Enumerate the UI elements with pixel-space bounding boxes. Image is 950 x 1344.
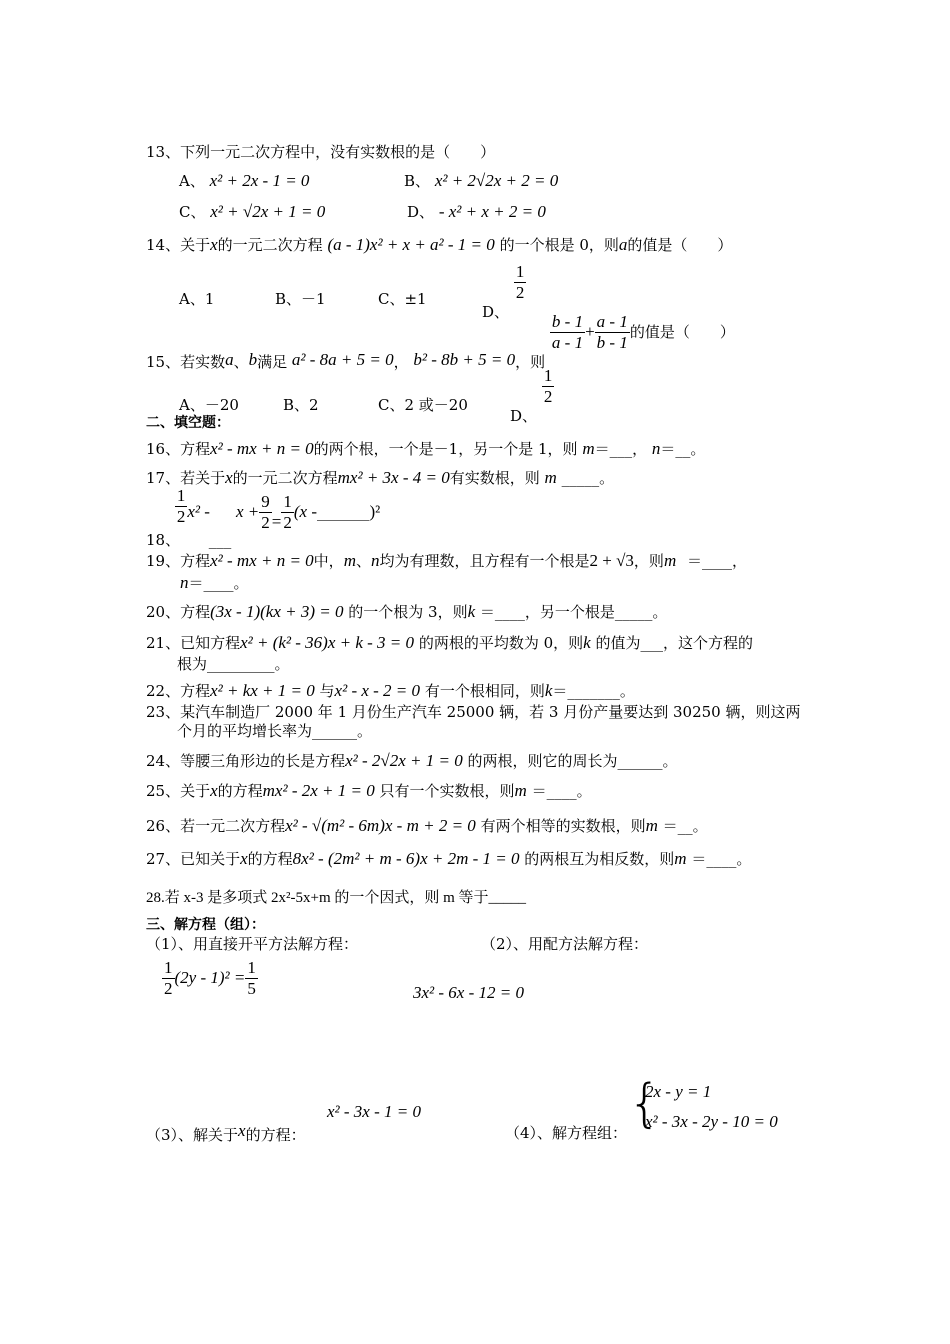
- section-3-heading: 三、解方程（组）：: [146, 917, 265, 933]
- q19-mid2: 均为有理数，且方程有一个根是: [379, 552, 590, 570]
- problem-1-label: （1）、用直接开平方法解方程：: [146, 935, 359, 953]
- q13-b-equation: x² + 2√2x + 2 = 0: [434, 171, 559, 190]
- q14-option-d: [482, 262, 526, 321]
- q15-post: 的值是（ ）: [629, 322, 735, 341]
- q15-fraction-1: [550, 312, 585, 354]
- q14-d-num: 1: [514, 262, 527, 283]
- q15-stem: [146, 312, 735, 371]
- q17-pre: 17、若关于: [146, 469, 226, 487]
- q27-m: m: [674, 849, 687, 868]
- q15-equation-1: a² - 8a + 5 = 0: [291, 349, 394, 369]
- q17-mid: 的一元二次方程: [232, 469, 338, 487]
- q19-m2: m: [663, 551, 677, 570]
- q18-frac-2: [259, 492, 272, 534]
- q26-pre: 26、若一元二次方程: [146, 817, 286, 835]
- q15-f1-num: b - 1: [550, 312, 585, 333]
- q16-post: 的两个根，一个是－1，另一个是 1，则: [313, 440, 578, 458]
- q15-plus: +: [585, 321, 595, 341]
- q18-num2: 9: [259, 492, 272, 513]
- q27-post: 的两根互为相反数，则: [524, 850, 675, 868]
- q23-line-1: 23、某汽车制造厂 2000 年 1 月份生产汽车 25000 辆，若 3 月份产量要达到 30250 辆，则这两: [146, 703, 801, 721]
- q15-d-fraction: [542, 366, 555, 408]
- q17: [146, 469, 614, 486]
- q26: [146, 817, 708, 834]
- q15-pre: 15、若实数: [146, 352, 226, 371]
- q22-k: k: [544, 681, 553, 700]
- q15-option-b: B、2: [283, 396, 319, 414]
- q14-option-b: B、－1: [275, 290, 326, 308]
- q21-mid: 的两根的平均数为 0，则: [418, 634, 584, 652]
- q18-term-2: x +: [236, 501, 260, 521]
- q16-m: m: [582, 439, 595, 458]
- q14-d-label: D、: [482, 302, 510, 321]
- q20-equation: (3x - 1)(kx + 3) = 0: [210, 602, 344, 621]
- q25: [146, 782, 592, 799]
- q25-mid: 的方程: [217, 782, 263, 800]
- q27-pre: 27、已知关于: [146, 850, 241, 868]
- q14-var: x: [210, 235, 218, 254]
- problem-4-equation-2: x² - 3x - 2y - 10 = 0: [645, 1112, 778, 1131]
- q13-d-equation: - x² + x + 2 = 0: [438, 202, 546, 221]
- q15-sep: 、: [233, 352, 249, 371]
- q15-option-d: [510, 366, 554, 425]
- q14-post: 的一个根是 0，则: [499, 236, 619, 254]
- q14-var2: a: [618, 235, 628, 254]
- q14-mid: 的一元二次方程: [217, 236, 323, 254]
- q25-pre: 25、关于: [146, 782, 211, 800]
- q18-num3: 1: [281, 492, 294, 513]
- q14-equation: (a - 1)x² + x + a² - 1 = 0: [327, 235, 495, 254]
- q15-fraction-2: [595, 312, 630, 354]
- p1-num1: 1: [162, 958, 175, 979]
- q19-n2: n: [180, 573, 189, 592]
- q15-b: b: [248, 349, 258, 369]
- q22-blank: ＝_______。: [552, 682, 635, 700]
- q21-pre: 21、已知方程: [146, 634, 241, 652]
- q17-post: 有实数根，则: [449, 469, 540, 487]
- q26-blank: ＝__。: [662, 817, 708, 835]
- p1-mid: (2y - 1)² =: [174, 967, 246, 987]
- q24-equation: x² - 2√2x + 1 = 0: [345, 751, 463, 770]
- q18-blank-1: ___: [208, 530, 232, 549]
- problem-1-equation: [162, 958, 258, 1000]
- q26-equation: x² - √(m² - 6m)x - m + 2 = 0: [285, 816, 476, 835]
- q14-option-c: C、±1: [378, 290, 427, 308]
- p1-frac-1: [162, 958, 175, 1000]
- q13-option-d: [407, 203, 546, 220]
- q20-k: k: [467, 602, 476, 621]
- q18-num1: 1: [175, 486, 188, 507]
- q13-option-c: [179, 203, 325, 220]
- q16: [146, 440, 705, 457]
- q22-post: 有一个根相同，则: [424, 682, 545, 700]
- p3-x: x: [238, 1121, 246, 1140]
- q16-n-blank: ＝__。: [660, 440, 706, 458]
- problem-3-label: [146, 1121, 306, 1144]
- q27-equation: 8x² - (2m² + m - 6)x + 2m - 1 = 0: [292, 849, 520, 868]
- q15-f2-den: b - 1: [596, 333, 628, 353]
- q19-line-1: [146, 552, 747, 569]
- q27-x: x: [240, 849, 248, 868]
- q15-option-a: A、－20: [179, 396, 239, 414]
- q13-a-equation: x² + 2x - 1 = 0: [209, 171, 310, 190]
- q19-sep: 、: [355, 552, 371, 570]
- q27: [146, 850, 751, 867]
- q14-stem: [146, 236, 732, 253]
- q15-then: ，则: [515, 352, 546, 371]
- q22-mid: 与: [319, 682, 335, 700]
- q14-d-den: 2: [515, 283, 525, 303]
- problem-4-equation-1: 2x - y = 1: [645, 1082, 712, 1101]
- q15-equation-2: b² - 8b + 5 = 0: [413, 349, 516, 369]
- q27-blank: ＝____。: [691, 850, 752, 868]
- q18-den1: 2: [176, 507, 186, 527]
- section-2-heading: 二、填空题：: [146, 415, 230, 431]
- q21-equation: x² + (k² - 36)x + k - 3 = 0: [240, 633, 415, 652]
- q19-then: ，则: [633, 552, 664, 570]
- q18-label: 18、: [146, 530, 181, 549]
- q13-stem: 13、下列一元二次方程中，没有实数根的是（ ）: [146, 143, 496, 161]
- q28: 28.若 x-3 是多项式 2x²-5x+m 的一个因式，则 m 等于_____: [146, 890, 527, 906]
- q19-m-blank: ＝____，: [687, 552, 748, 570]
- q25-m: m: [514, 781, 527, 800]
- q24-post: 的两根，则它的周长为______。: [467, 752, 678, 770]
- problem-3-equation: x² - 3x - 1 = 0: [327, 1102, 421, 1121]
- q13-c-equation: x² + √2x + 1 = 0: [210, 202, 326, 221]
- q13-d-label: D、: [407, 203, 435, 221]
- q15-d-label: D、: [510, 406, 538, 425]
- q24-pre: 24、等腰三角形边的长是方程: [146, 752, 346, 770]
- q21-post: 的值为___，这个方程的: [595, 634, 753, 652]
- q17-blank: _____。: [561, 469, 615, 487]
- q14-d-fraction: [514, 262, 527, 304]
- q16-pre: 16、方程: [146, 440, 211, 458]
- q16-n: n: [651, 439, 661, 458]
- q25-x: x: [210, 781, 218, 800]
- q18-frac-3: [281, 492, 294, 534]
- q25-post: 只有一个实数根，则: [379, 782, 515, 800]
- q15-d-num: 1: [542, 366, 555, 387]
- problem-2-equation: 3x² - 6x - 12 = 0: [413, 983, 524, 1002]
- q15-option-c: C、2 或－20: [378, 396, 468, 414]
- p1-num2: 1: [245, 958, 258, 979]
- q19-equation: x² - mx + n = 0: [210, 551, 314, 570]
- q25-blank: ＝____。: [531, 782, 592, 800]
- q26-post: 有两个相等的实数根，则: [480, 817, 646, 835]
- system-brace: {: [628, 1074, 662, 1134]
- q15-comma: ，: [393, 352, 409, 371]
- q24: [146, 752, 678, 769]
- q13-b-label: B、: [404, 172, 431, 190]
- q14-pre: 14、关于: [146, 236, 211, 254]
- p3-pre: （3）、解关于: [146, 1126, 239, 1144]
- q18-den3: 2: [283, 513, 292, 533]
- p3-post: 的方程：: [245, 1126, 306, 1144]
- q19-n: n: [370, 551, 380, 570]
- problem-2-label: （2）、用配方法解方程：: [481, 935, 649, 953]
- q18-frac-1: [175, 486, 188, 528]
- q26-m: m: [645, 816, 658, 835]
- q16-m-blank: ＝___，: [594, 440, 648, 458]
- q19-mid: 中，: [313, 552, 344, 570]
- q19-root: 2 + √3: [589, 551, 634, 570]
- q22-pre: 22、方程: [146, 682, 211, 700]
- q15-f2-num: a - 1: [595, 312, 630, 333]
- q18-equals: =: [271, 511, 282, 531]
- q19-m: m: [343, 551, 356, 570]
- q20: [146, 603, 667, 620]
- q20-post: ＝____，另一个根是_____。: [479, 603, 668, 621]
- q18-term-1: x² -: [187, 501, 210, 521]
- q13-a-label: A、: [179, 172, 205, 190]
- q18-blank-3: _______: [317, 502, 370, 521]
- q13-option-a: [179, 172, 309, 189]
- q20-pre: 20、方程: [146, 603, 211, 621]
- q13-option-b: [404, 172, 558, 189]
- q21-k: k: [583, 633, 591, 652]
- q13-c-label: C、: [179, 203, 206, 221]
- q19-pre: 19、方程: [146, 552, 211, 570]
- problem-4-label: （4）、解方程组：: [505, 1124, 628, 1142]
- q17-equation: mx² + 3x - 4 = 0: [337, 468, 450, 487]
- q15-a: a: [225, 349, 234, 369]
- q18-term-3: (x -: [293, 501, 317, 521]
- q14-post2: 的值是（ ）: [627, 236, 733, 254]
- q18: [146, 486, 381, 549]
- q18-term-4: )²: [369, 501, 381, 521]
- q22-equation-2: x² - x - 2 = 0: [334, 681, 421, 700]
- q19-n-blank: ＝____。: [188, 574, 249, 592]
- q15-mid: 满足: [257, 352, 288, 371]
- q17-m: m: [544, 468, 557, 487]
- q27-mid: 的方程: [247, 850, 293, 868]
- q20-mid: 的一个根为 3，则: [348, 603, 468, 621]
- q25-equation: mx² - 2x + 1 = 0: [262, 781, 375, 800]
- q15-d-den: 2: [543, 387, 553, 407]
- p1-frac-2: [245, 958, 258, 1000]
- q14-option-a: A、1: [179, 290, 215, 308]
- p1-den1: 2: [164, 979, 173, 999]
- q23-line-2: 个月的平均增长率为______。: [177, 722, 373, 740]
- q21-line-1: [146, 634, 753, 651]
- q21-line-2: 根为_________。: [177, 655, 290, 673]
- q16-equation: x² - mx + n = 0: [210, 439, 314, 458]
- q18-den2: 2: [261, 513, 270, 533]
- q19-line-2: [180, 574, 249, 591]
- q22: [146, 682, 635, 699]
- q15-f1-den: a - 1: [551, 333, 584, 353]
- q22-equation-1: x² + kx + 1 = 0: [210, 681, 315, 700]
- p1-den2: 5: [247, 979, 256, 999]
- q17-x: x: [225, 468, 233, 487]
